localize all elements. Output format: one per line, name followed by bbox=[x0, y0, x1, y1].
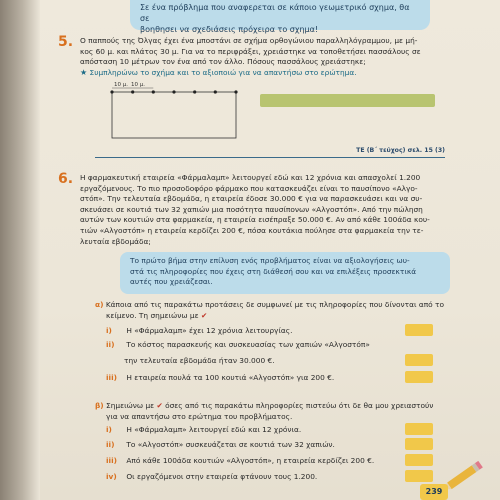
check-icon: ✔ bbox=[200, 310, 208, 320]
part-b-checkbox-4[interactable] bbox=[405, 470, 433, 482]
exercise-5-line: κος 60 μ. και πλάτος 30 μ. Για να το περιφράξει, χρειάστηκε να τοποθετήσει πασσάλους σε bbox=[80, 46, 421, 56]
part-b-line-2: για να απαντήσω στο ερώτημα του προβλήματος. bbox=[106, 411, 293, 421]
fence-post bbox=[152, 90, 155, 93]
fence-rectangle-diagram[interactable] bbox=[95, 78, 245, 143]
part-b-item: ii) Το «Αλγοστόπ» συσκευάζεται σε κουτιά των 32 χαπιών. bbox=[106, 440, 335, 449]
fence-label-2: 10 μ. bbox=[131, 82, 145, 88]
fence-post bbox=[193, 90, 196, 93]
part-a-checkbox-2[interactable] bbox=[405, 354, 433, 366]
part-b-checkbox-2[interactable] bbox=[405, 438, 433, 450]
part-a-line-2: κείμενο. Τη σημειώνω με bbox=[106, 310, 199, 320]
top-tip-line-1: Σε ένα πρόβλημα που αναφερεται σε κάποιο γεωμετρικό σχημα, θα σε bbox=[140, 3, 410, 23]
exercise-6-tip-box bbox=[120, 252, 450, 294]
fence-post bbox=[214, 90, 217, 93]
part-a-item: iii) Η εταιρεία πουλά τα 100 κουτιά «Αλγοστόπ» για 200 €. bbox=[106, 373, 335, 382]
exercise-5-answer-box[interactable] bbox=[260, 94, 435, 107]
part-b-checkbox-1[interactable] bbox=[405, 423, 433, 435]
star-icon: ★ bbox=[80, 67, 88, 77]
exercise-6-line: Η φαρμακευτική εταιρεία «Φάρμαλαμπ» λειτουργεί εδώ και 12 χρόνια και απασχολεί 1.200 bbox=[80, 173, 421, 182]
exercise-6-number: 6. bbox=[58, 171, 74, 187]
check-icon: ✔ bbox=[156, 401, 163, 410]
exercise-6-line: εργαζόμενους. Το πιο προσοδοφόρο φάρμακο που κατασκευάζει είναι το παυσίπονο «Αλγο- bbox=[80, 183, 418, 193]
exercise-6-line: στόπ». Την τελευταία εβδομάδα, η εταιρεία έδοσε 30.000 € για να παρασκευάσει και να συ- bbox=[80, 194, 423, 204]
part-a-item: ii) Το κόστος παρασκευής και συσκευασίας των χαπιών «Αλγοστόπ» bbox=[106, 340, 370, 349]
fence-post bbox=[110, 90, 113, 93]
garden-rectangle bbox=[112, 92, 236, 138]
exercise-5-number: 5. bbox=[58, 34, 74, 50]
fence-post bbox=[234, 90, 237, 93]
part-a-line-1: Κάποια από τις παρακάτω προτάσεις δε συμφωνεί με τις πληροφορίες που δίνονται από το bbox=[105, 300, 444, 309]
fence-post bbox=[172, 90, 175, 93]
part-b-item: i) Η «Φάρμαλαμπ» λειτουργεί εδώ και 12 χρόνια. bbox=[106, 425, 302, 434]
fence-post bbox=[131, 90, 134, 93]
exercise-5-hint bbox=[80, 68, 450, 79]
page-number: 239 bbox=[420, 484, 448, 500]
part-a-checkbox-1[interactable] bbox=[405, 324, 433, 336]
part-a-instructions bbox=[95, 300, 455, 321]
part-b-item: iv) Οι εργαζόμενοι στην εταιρεία φτάνουν τους 1.200. bbox=[106, 472, 318, 481]
tip-line: Το πρώτο βήμα στην επίλυση ενός προβλήματος είναι να αξιολογήσεις ωυ- bbox=[130, 256, 410, 265]
part-b-item: iii) Από κάθε 100άδα κουτιών «Αλγοστόπ», η εταιρεία κερδίζει 200 €. bbox=[106, 456, 375, 465]
part-b-letter: β) bbox=[95, 401, 104, 410]
exercise-5-hint-text: Συμπληρώνω το σχήμα και το αξιοποιώ για να απαντήσω στο ερώτημα. bbox=[89, 67, 357, 77]
exercise-5-line: Ο παππούς της Όλγας έχει ένα μποστάνι σε σχήμα ορθογώνιου παραλληλόγραμμου, με μή- bbox=[80, 36, 418, 45]
tip-line: αυτές που χρειάζεσαι. bbox=[130, 277, 213, 287]
part-a-letter: α) bbox=[95, 300, 104, 309]
exercise-5-line: απόσταση 10 μέτρων τον ένα από τον άλλο. Πόσους πασσάλους χρειάστηκε; bbox=[80, 57, 366, 67]
exercise-6-line: τιών «Αλγοστόπ» η εταιρεία κερδίζει 200 €, πόσα κουτάκια πούλησε στα φαρμακεία την τε- bbox=[80, 225, 424, 235]
exercise-6-line: λευταία εβδομάδα; bbox=[80, 236, 151, 246]
top-tip-line-2: βοηθησει να σχεδιάσεις πρόχειρα το σχημα! bbox=[140, 25, 319, 34]
tip-line: στά τις πληροφορίες που έχεις στη διάθεσή σου και να επιλέξεις προσεκτικά bbox=[130, 266, 417, 276]
fence-label-1: 10 μ. bbox=[114, 82, 128, 88]
part-a-checkbox-3[interactable] bbox=[405, 371, 433, 383]
part-b-instructions: β) Σημειώνω με ✔ όσες από τις παρακάτω πληροφορίες πιστεύω ότι δε θα μου χρειαστούν για να απαντήσω στο ερώτημα του προβλήματος. bbox=[95, 401, 434, 421]
textbook-reference: ΤΕ (Β΄ τεύχος) σελ. 15 (3) bbox=[353, 147, 445, 154]
top-tip-box bbox=[130, 0, 430, 34]
exercise-5-text bbox=[80, 36, 450, 78]
part-b-checkbox-3[interactable] bbox=[405, 454, 433, 466]
exercise-6-text bbox=[80, 173, 450, 247]
reference-bar bbox=[95, 148, 445, 158]
book-spine-shadow bbox=[0, 0, 40, 500]
part-a-item-continued: την τελευταία εβδομάδα ήταν 30.000 €. bbox=[124, 356, 275, 365]
exercise-6-line: αυτών των κουτιών στα φαρμακεία, η εταιρεία εισέπραξε 50.000 €. Αν από κάθε 100άδα κου- bbox=[80, 215, 430, 225]
part-a-item: i) Η «Φάρμαλαμπ» έχει 12 χρόνια λειτουργίας. bbox=[106, 326, 293, 335]
exercise-6-line: σκευάσει σε κουτιά των 32 χαπιών μια ποσότητα παυσίπονων «Αλγοστόπ». Από την πώληση bbox=[80, 204, 423, 214]
